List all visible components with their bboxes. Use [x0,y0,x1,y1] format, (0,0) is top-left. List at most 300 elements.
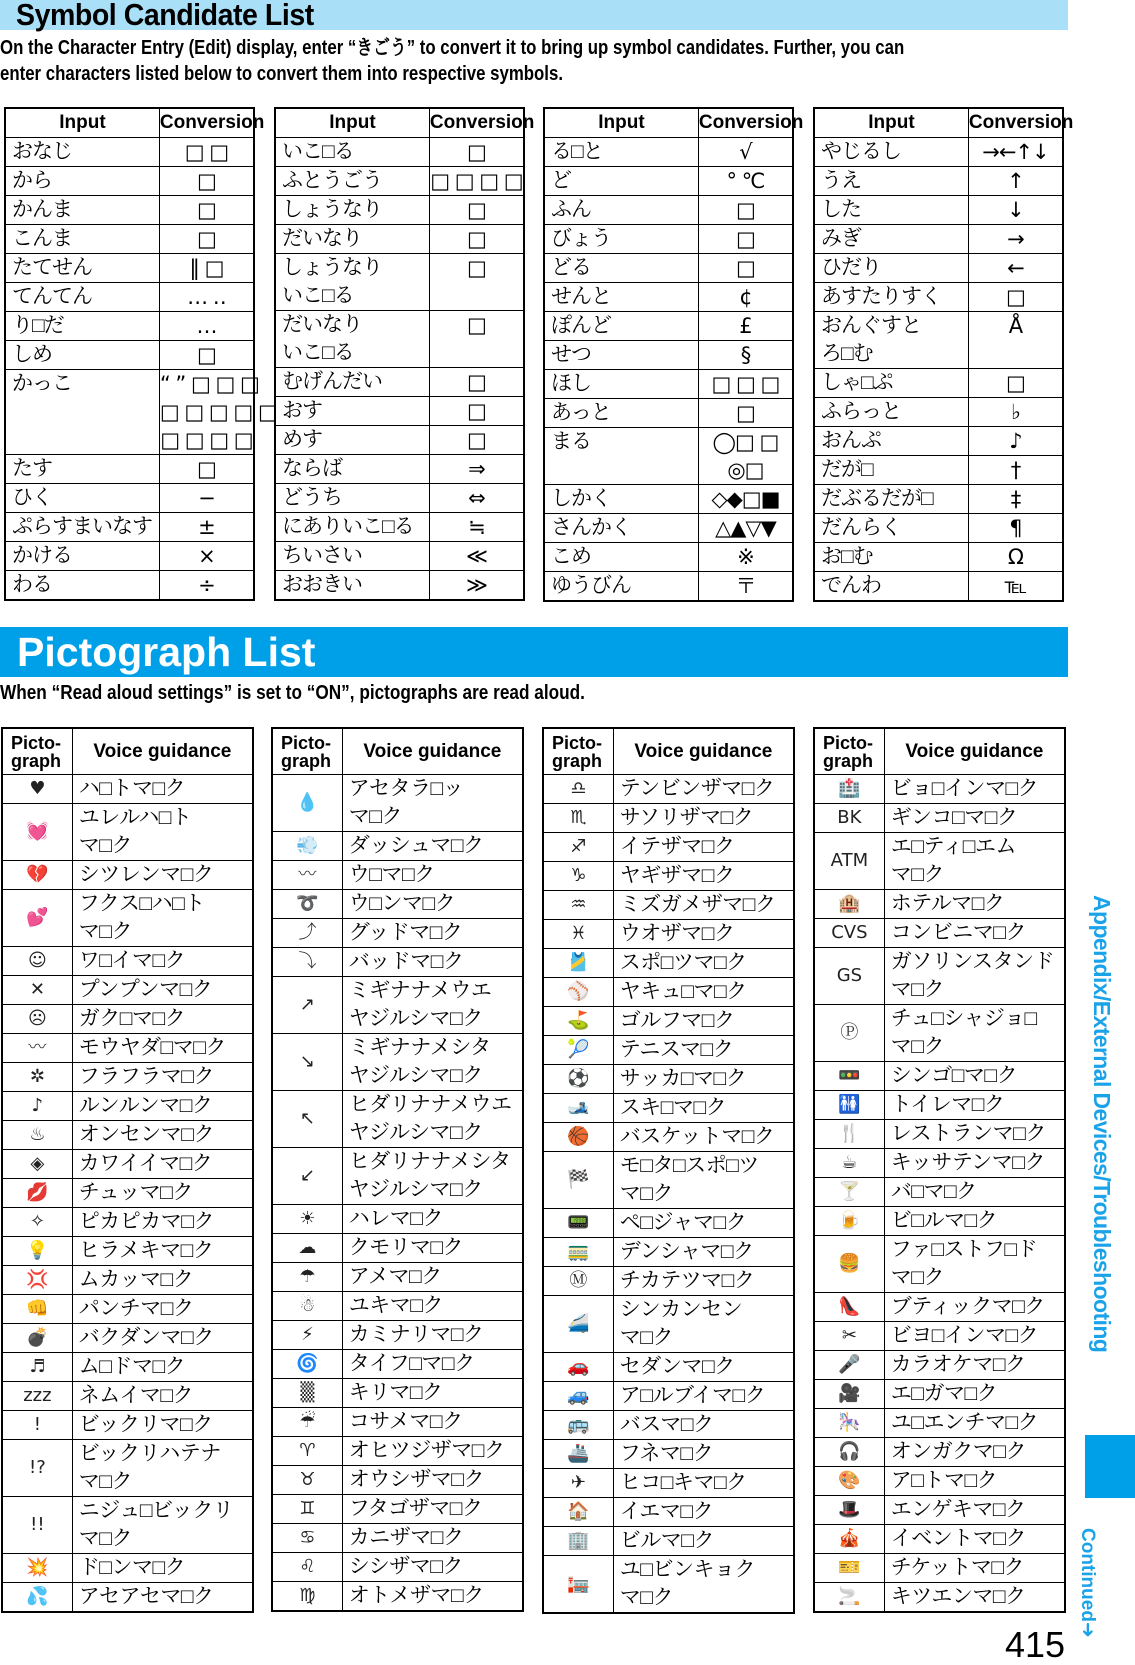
voice-guidance-cell: ブティックマ□ク [884,1293,1065,1322]
voice-guidance-cell: オヒツジザマ□ク [342,1437,523,1466]
table-row [275,311,524,368]
headphones-icon: 🎧 [814,1438,884,1467]
table-row [814,543,1063,572]
input-cell: り□だ [5,312,159,341]
conversion-cell: − [159,484,254,513]
voice-guidance-cell: ガク□マ□ク [72,1005,253,1034]
post-office-icon: 🏣 [543,1556,613,1614]
voice-guidance-cell: ビックリハテナ マ□ク [72,1440,253,1497]
table-header [543,728,794,775]
table-row [5,341,254,370]
voice-guidance-cell: サソリザマ□ク [613,804,794,833]
table-row [272,1148,523,1205]
ticket-icon: 🎫 [814,1554,884,1583]
table-row [814,1149,1065,1178]
checkered-flag-icon: 🏁 [543,1152,613,1209]
table-row [543,1296,794,1353]
hamburger-icon: 🍔 [814,1236,884,1293]
table-row [814,398,1063,427]
voice-guidance-cell: ビックリマ□ク [72,1411,253,1440]
table-row [272,1379,523,1408]
table-row [543,1469,794,1498]
conversion-cell: □ [968,283,1063,312]
table-row [272,832,523,861]
aquarius-icon: ♒ [543,891,613,920]
convenience-store-icon: CVS [814,919,884,948]
pictograph-table [813,727,1066,1613]
table-row [2,1266,253,1295]
conversion-cell: £ [698,312,793,341]
voice-guidance-cell: イエマ□ク [613,1498,794,1527]
conversion-cell: ℡ [968,572,1063,602]
input-cell: うえ [814,167,968,196]
sweat-icon: 💦 [2,1583,72,1613]
voice-guidance-cell: フネマ□ク [613,1440,794,1469]
table-row [544,370,793,399]
table-row [543,891,794,920]
table-row [5,484,254,513]
voice-guidance-cell: ワ□イマ□ク [72,947,253,976]
subway-icon: Ⓜ [543,1267,613,1296]
pictograph-subtitle: When “Read aloud settings” is set to “ON”, pictographs are read aloud. [0,682,585,704]
input-cell: ふとうごう [275,167,429,196]
input-cell: どる [544,254,698,283]
table-row [543,775,794,804]
mood-icon: ♬ [2,1353,72,1382]
table-row [814,1409,1065,1438]
input-cell: たてせん [5,254,159,283]
table-row [814,369,1063,398]
table-header [2,728,253,775]
pager-icon: 📟 [543,1209,613,1238]
arrow-up-left-icon: ↖ [272,1091,342,1148]
table-row [544,572,793,602]
table-row [814,1178,1065,1207]
exclamation-question-icon: !? [2,1440,72,1497]
atm-icon: ATM [814,833,884,890]
table-row [272,948,523,977]
table-row [814,833,1065,890]
throbbing-heart-icon: 💓 [2,804,72,861]
bad-arrow-icon: ⤵ [272,948,342,977]
voice-guidance-cell: モ□タ□スポ□ツ マ□ク [613,1152,794,1209]
table-row [814,514,1063,543]
voice-guidance-cell: ギンコ□マ□ク [884,804,1065,833]
table-row [272,919,523,948]
table-row [543,1152,794,1209]
table-row [814,167,1063,196]
table-row [543,1382,794,1411]
table-row [2,775,253,804]
input-cell: たす [5,455,159,484]
table-row [543,1065,794,1094]
voice-guidance-cell: プンプンマ□ク [72,976,253,1005]
conversion-cell: Å [968,312,1063,369]
sports-icon: 🎽 [543,949,613,978]
pictograph-section-header [0,627,1068,677]
table-row [543,978,794,1007]
input-cell: おおきい [275,571,429,601]
input-cell: まる [544,428,698,485]
voice-guidance-cell: シシザマ□ク [342,1553,523,1582]
input-cell: いこ□る [275,138,429,167]
table-row [544,283,793,312]
input-cell: ふん [544,196,698,225]
voice-guidance-cell: タイフ□マ□ク [342,1350,523,1379]
voice-guidance-cell: アセタラ□ッ マ□ク [342,775,523,832]
symbol-intro-line-2: enter characters listed below to convert them into respective symbols. [0,63,563,85]
table-row [544,514,793,543]
bomb-icon: 💣 [2,1324,72,1353]
dash-icon: 💨 [272,832,342,861]
symbol-table [274,107,535,601]
conversion-cell: □ [698,254,793,283]
table-row [2,1121,253,1150]
voice-guidance-cell: ウ□ンマ□ク [342,890,523,919]
page-number: 415 [1005,1624,1066,1665]
table-row [814,1062,1065,1091]
voice-guidance-cell: ビルマ□ク [613,1527,794,1556]
conversion-cell: □ [159,341,254,370]
table-row [2,1324,253,1353]
voice-guidance-cell: チカテツマ□ク [613,1267,794,1296]
table-row [543,1498,794,1527]
conversion-cell: □ □ □ [698,370,793,399]
voice-guidance-cell: コサメマ□ク [342,1408,523,1437]
conversion-cell: ← [968,254,1063,283]
input-cell: おんぷ [814,427,968,456]
header-pictograph: Picto- graph [814,728,884,775]
header-input: Input [544,108,698,138]
bullet-train-icon: 🚄 [543,1296,613,1353]
table-row [2,861,253,890]
input-cell: みぎ [814,225,968,254]
table-row [272,1091,523,1148]
restroom-icon: 🚻 [814,1091,884,1120]
input-cell: お□む [814,543,968,572]
side-tab-marker [1085,1435,1135,1498]
arrow-down-left-icon: ↙ [272,1148,342,1205]
table-row [814,1322,1065,1351]
table-row [544,543,793,572]
table-row [544,138,793,167]
input-cell: ひだり [814,254,968,283]
input-cell: おんぐすと ろ□む [814,312,968,369]
table-row [544,167,793,196]
disappointed-face-icon: ☹ [2,1005,72,1034]
input-cell: せつ [544,341,698,370]
sun-icon: ☀ [272,1205,342,1234]
voice-guidance-cell: ペ□ジャマ□ク [613,1209,794,1238]
table-row [814,196,1063,225]
scissors-icon: ✂ [814,1322,884,1351]
table-row [543,1094,794,1123]
table-row [2,804,253,861]
table-row [272,1205,523,1234]
libra-icon: ♎ [543,775,613,804]
voice-guidance-cell: テニスマ□ク [613,1036,794,1065]
voice-guidance-cell: レストランマ□ク [884,1120,1065,1149]
lightbulb-icon: 💡 [2,1237,72,1266]
conversion-cell: ◇◆□■ [698,485,793,514]
event-tent-icon: 🎪 [814,1525,884,1554]
input-cell: こんま [5,225,159,254]
voice-guidance-cell: オンガクマ□ク [884,1438,1065,1467]
table-row [275,455,524,484]
table-row [2,1497,253,1554]
table-row [543,920,794,949]
voice-guidance-cell: ビ□ルマ□ク [884,1207,1065,1236]
table-row [272,1553,523,1582]
table-row [814,485,1063,514]
input-cell: せんと [544,283,698,312]
pictograph-table [271,727,524,1612]
input-cell: だんらく [814,514,968,543]
input-cell: る□と [544,138,698,167]
table-row [814,919,1065,948]
wavy-line-icon: 〰 [272,861,342,890]
input-cell: ぽんど [544,312,698,341]
voice-guidance-cell: ゴルフマ□ク [613,1007,794,1036]
snowman-icon: ☃ [272,1292,342,1321]
scorpio-icon: ♏ [543,804,613,833]
input-cell: しゃ□ぷ [814,369,968,398]
voice-guidance-cell: カラオケマ□ク [884,1351,1065,1380]
conversion-cell: → [968,225,1063,254]
voice-guidance-cell: チュ□シャジョ□ マ□ク [884,1005,1065,1062]
table-row [275,138,524,167]
continued-label: Continued➜ [1077,1528,1098,1638]
table-row [543,1527,794,1556]
voice-guidance-cell: チュッマ□ク [72,1179,253,1208]
input-cell: てんてん [5,283,159,312]
conversion-cell: □ [698,399,793,428]
input-cell: しめ [5,341,159,370]
voice-guidance-cell: フラフラマ□ク [72,1063,253,1092]
voice-guidance-cell: チケットマ□ク [884,1554,1065,1583]
restaurant-icon: 🍴 [814,1120,884,1149]
conversion-cell: ◯□ □ ◎□ [698,428,793,485]
voice-guidance-cell: キッサテンマ□ク [884,1149,1065,1178]
input-cell: しかく [544,485,698,514]
table-row [814,1554,1065,1583]
conversion-cell: × [159,542,254,571]
header-conversion: Conversion [159,108,254,138]
fog-icon: ▒ [272,1379,342,1408]
drizzle-icon: ☔ [272,1408,342,1437]
voice-guidance-cell: クモリマ□ク [342,1234,523,1263]
table-row [543,862,794,891]
header-voice-guidance: Voice guidance [342,728,523,775]
airplane-icon: ✈ [543,1469,613,1498]
conversion-cell: □ [159,455,254,484]
input-cell: しょうなり いこ□る [275,254,429,311]
capricorn-icon: ♑ [543,862,613,891]
conversion-cell: ♭ [968,398,1063,427]
table-row [2,1411,253,1440]
table-row [814,572,1063,602]
input-cell: おなじ [5,138,159,167]
conversion-cell: ‖ □ [159,254,254,283]
conversion-cell: ± [159,513,254,542]
ski-icon: 🎿 [543,1094,613,1123]
cloud-icon: ☁ [272,1234,342,1263]
input-cell: あっと [544,399,698,428]
input-cell: ちいさい [275,542,429,571]
happy-face-icon: ☺ [2,947,72,976]
table-row [2,1382,253,1411]
voice-guidance-cell: ミギナナメシタ ヤジルシマ□ク [342,1034,523,1091]
table-row [814,1438,1065,1467]
conversion-cell: † [968,456,1063,485]
table-row [275,513,524,542]
voice-guidance-cell: ホテルマ□ク [884,890,1065,919]
voice-guidance-cell: ニジュ□ビックリ マ□ク [72,1497,253,1554]
voice-guidance-cell: オンセンマ□ク [72,1121,253,1150]
umbrella-icon: ☂ [272,1263,342,1292]
table-row [544,341,793,370]
table-row [272,1350,523,1379]
soccer-icon: ⚽ [543,1065,613,1094]
table-row [543,1267,794,1296]
table-header [272,728,523,775]
table-row [272,861,523,890]
voice-guidance-cell: スキ□マ□ク [613,1094,794,1123]
table-row [2,947,253,976]
table-row [814,1207,1065,1236]
conversion-cell: ※ [698,543,793,572]
table-row [5,571,254,601]
symbol-table [4,107,277,601]
bus-icon: 🚌 [543,1411,613,1440]
conversion-cell: ≪ [429,542,524,571]
voice-guidance-cell: ヒダリナナメシタ ヤジルシマ□ク [342,1148,523,1205]
amusement-park-icon: 🎠 [814,1409,884,1438]
symbol-section-title: Symbol Candidate List [16,0,314,32]
conversion-cell: □ [159,196,254,225]
voice-guidance-cell: ユキマ□ク [342,1292,523,1321]
table-row [275,167,524,196]
conversion-cell: … ‥ [159,283,254,312]
table-row [2,1208,253,1237]
table-header [544,108,793,138]
table-header [814,108,1063,138]
voice-guidance-cell: バスマ□ク [613,1411,794,1440]
input-cell: ほし [544,370,698,399]
golf-icon: ⛳ [543,1007,613,1036]
voice-guidance-cell: ハレマ□ク [342,1205,523,1234]
arrow-down-right-icon: ↘ [272,1034,342,1091]
hotel-icon: 🏨 [814,890,884,919]
table-row [814,1293,1065,1322]
table-row [543,1123,794,1152]
conversion-cell: ↑ [968,167,1063,196]
table-row [814,1091,1065,1120]
table-row [2,1583,253,1613]
punch-icon: 👊 [2,1295,72,1324]
table-row [814,804,1065,833]
voice-guidance-cell: ユレルハ□ト マ□ク [72,804,253,861]
header-conversion: Conversion [429,108,524,138]
voice-guidance-cell: ア□ルブイマ□ク [613,1382,794,1411]
table-header [814,728,1065,775]
conversion-cell: ¶ [968,514,1063,543]
table-row [814,225,1063,254]
table-row [544,428,793,485]
voice-guidance-cell: アメマ□ク [342,1263,523,1292]
voice-guidance-cell: キツエンマ□ク [884,1583,1065,1613]
voice-guidance-cell: ヒラメキマ□ク [72,1237,253,1266]
voice-guidance-cell: ム□ドマ□ク [72,1353,253,1382]
symbol-intro-line-1: On the Character Entry (Edit) display, enter “きごう” to convert it to bring up symbol candidates. Further, you can [0,37,905,59]
table-row [275,542,524,571]
voice-guidance-cell: ヒコ□キマ□ク [613,1469,794,1498]
table-row [544,399,793,428]
voice-guidance-cell: ファ□ストフ□ド マ□ク [884,1236,1065,1293]
gas-station-icon: GS [814,948,884,1005]
car-icon: 🚗 [543,1353,613,1382]
bank-icon: BK [814,804,884,833]
sleepy-icon: zzz [2,1382,72,1411]
table-row [2,976,253,1005]
voice-guidance-cell: バクダンマ□ク [72,1324,253,1353]
voice-guidance-cell: エ□ガマ□ク [884,1380,1065,1409]
conversion-cell: □ [429,254,524,311]
gemini-icon: ♊ [272,1495,342,1524]
voice-guidance-cell: ウ□マ□ク [342,861,523,890]
conversion-cell: □ [429,368,524,397]
input-cell: おす [275,397,429,426]
conversion-cell: Ω [968,543,1063,572]
tennis-icon: 🎾 [543,1036,613,1065]
input-cell: めす [275,426,429,455]
angry-face-icon: ✕ [2,976,72,1005]
table-row [2,1034,253,1063]
input-cell: だが□ [814,456,968,485]
lightning-icon: ⚡ [272,1321,342,1350]
table-row [272,1408,523,1437]
two-hearts-icon: 💕 [2,890,72,947]
header-pictograph: Picto- graph [2,728,72,775]
input-cell: あすたりすく [814,283,968,312]
virgo-icon: ♍ [272,1582,342,1612]
table-row [543,1440,794,1469]
header-input: Input [5,108,159,138]
input-cell: ゆうびん [544,572,698,602]
table-row [543,1209,794,1238]
voice-guidance-cell: バスケットマ□ク [613,1123,794,1152]
leo-icon: ♌ [272,1553,342,1582]
conversion-cell: “ ” □ □ □ □ □ □ □ □ □ □ □ □ [159,370,254,455]
voice-guidance-cell: スポ□ツマ□ク [613,949,794,978]
input-cell: した [814,196,968,225]
voice-guidance-cell: ミギナナメウエ ヤジルシマ□ク [342,977,523,1034]
curly-loop-icon: ➰ [272,890,342,919]
voice-guidance-cell: アセアセマ□ク [72,1583,253,1613]
table-row [275,426,524,455]
table-row [5,138,254,167]
input-cell: かける [5,542,159,571]
table-row [543,1353,794,1382]
sweat-drop-icon: 💧 [272,775,342,832]
baseball-icon: ⚾ [543,978,613,1007]
cancer-icon: ♋ [272,1524,342,1553]
table-row [272,1234,523,1263]
conversion-cell: ⇔ [429,484,524,513]
table-row [275,368,524,397]
voice-guidance-cell: シツレンマ□ク [72,861,253,890]
table-row [544,196,793,225]
